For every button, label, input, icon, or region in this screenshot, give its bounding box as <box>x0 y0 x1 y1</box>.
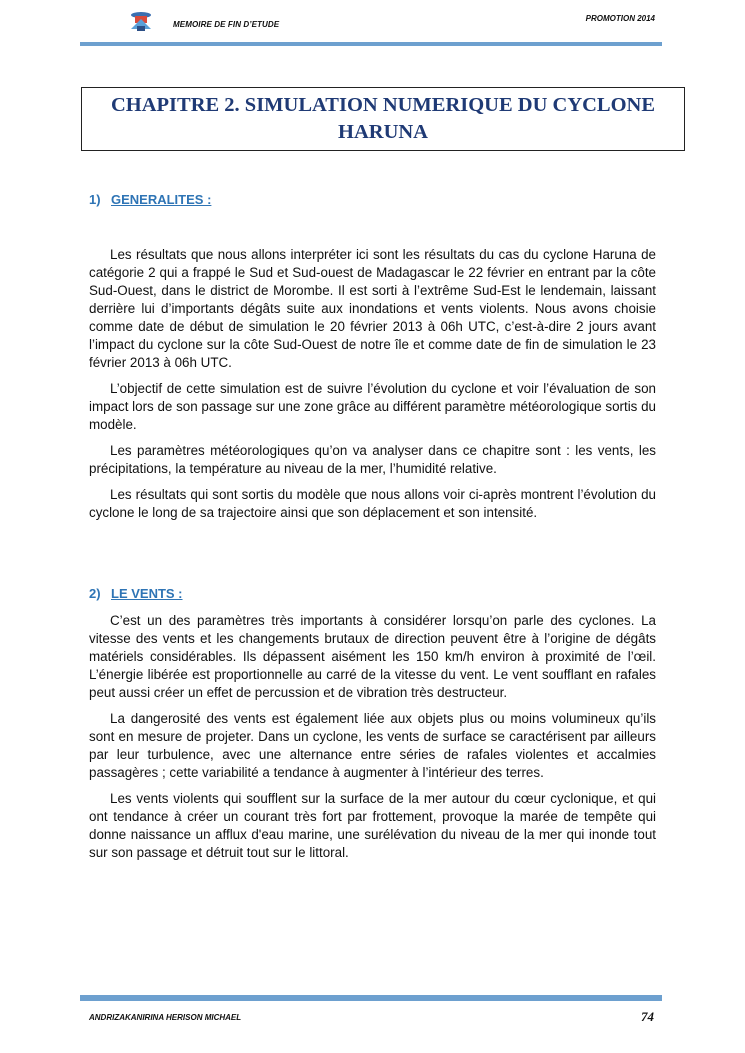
paragraph: Les résultats que nous allons interpréter ici sont les résultats du cas du cyclone Haruna de catégorie 2 qui a frappé le Sud et Sud-ouest de Madagascar le 22 février en entrant par la côte Sud-Ouest, dans le district de Morombe. Il est sorti à l’extrême Sud-Est le lendemain, laissant derrière lui d’importants dégâts suite aux inondations et vents violents. Nous avons choisie comme date de début de simulation le 20 février 2013 à 06h UTC, c’est-à-dire 2 jours avant l’impact du cyclone sur la côte Sud-Ouest de notre île et comme date de fin de simulation le 23 février 2013 à 06h UTC. <box>89 247 656 370</box>
section-number: 2) <box>89 586 101 601</box>
section-body-vents <box>89 612 656 870</box>
paragraph: Les paramètres météorologiques qu’on va analyser dans ce chapitre sont : les vents, les précipitations, la température au niveau de la mer, l’humidité relative. <box>89 443 656 476</box>
section-number: 1) <box>89 192 101 207</box>
paragraph: L’objectif de cette simulation est de suivre l’évolution du cyclone et voir l’évaluation de son impact lors de son passage sur une zone grâce au différent paramètre météorologique sortis du modèle. <box>89 381 656 432</box>
section-label: LE VENTS : <box>111 586 183 601</box>
paragraph: La dangerosité des vents est également liée aux objets plus ou moins volumineux qu’ils sont en mesure de projeter. Dans un cyclone, les vents de surface se caractérisent par ailleurs par leur turbulence, avec une alternance entre séries de rafales violentes et accalmies passagères ; cette variabilité a tendance à augmenter à l’intérieur des terres. <box>89 711 656 780</box>
section-label: GENERALITES : <box>111 192 212 207</box>
header-divider <box>80 42 662 46</box>
section-heading-vents <box>89 586 183 601</box>
footer-author: ANDRIZAKANIRINA HERISON MICHAEL <box>89 1013 242 1022</box>
chapter-title <box>81 87 685 151</box>
paragraph: Les résultats qui sont sortis du modèle que nous allons voir ci-après montrent l’évolution du cyclone le long de sa trajectoire ainsi que son déplacement et son intensité. <box>89 487 656 520</box>
header-promotion: PROMOTION 2014 <box>585 14 655 23</box>
section-body-generalites <box>89 246 656 530</box>
footer-divider <box>80 995 662 1001</box>
header-memoire-title: MEMOIRE DE FIN D’ETUDE <box>173 20 280 29</box>
paragraph: Les vents violents qui soufflent sur la surface de la mer autour du cœur cyclonique, et qui ont tendance à créer un courant très fort par frottement, provoque la marée de tempête qui donne naissance un afflux d'eau marine, une surélévation du niveau de la mer qui inonde tout sur son passage et détruit tout sur le littoral. <box>89 791 656 860</box>
chapter-title-line-1: CHAPITRE 2. SIMULATION NUMERIQUE DU CYCLONE <box>110 94 656 116</box>
university-logo-icon <box>126 9 156 33</box>
chapter-title-line-2: HARUNA <box>338 121 428 143</box>
section-heading-generalites <box>89 192 211 207</box>
paragraph: C’est un des paramètres très importants à considérer lorsqu’on parle des cyclones. La vitesse des vents et les changements brutaux de direction peuvent être à l’origine de dégâts matériels considérables. Ils dépassent aisément les 150 km/h environ à proximité de l’œil. L’énergie libérée est proportionnelle au carré de la vitesse du vent. Le vent soufflant en rafales peut aussi créer un effet de percussion et de vibration très destructeur. <box>89 613 656 700</box>
page-number: 74 <box>641 1009 654 1024</box>
